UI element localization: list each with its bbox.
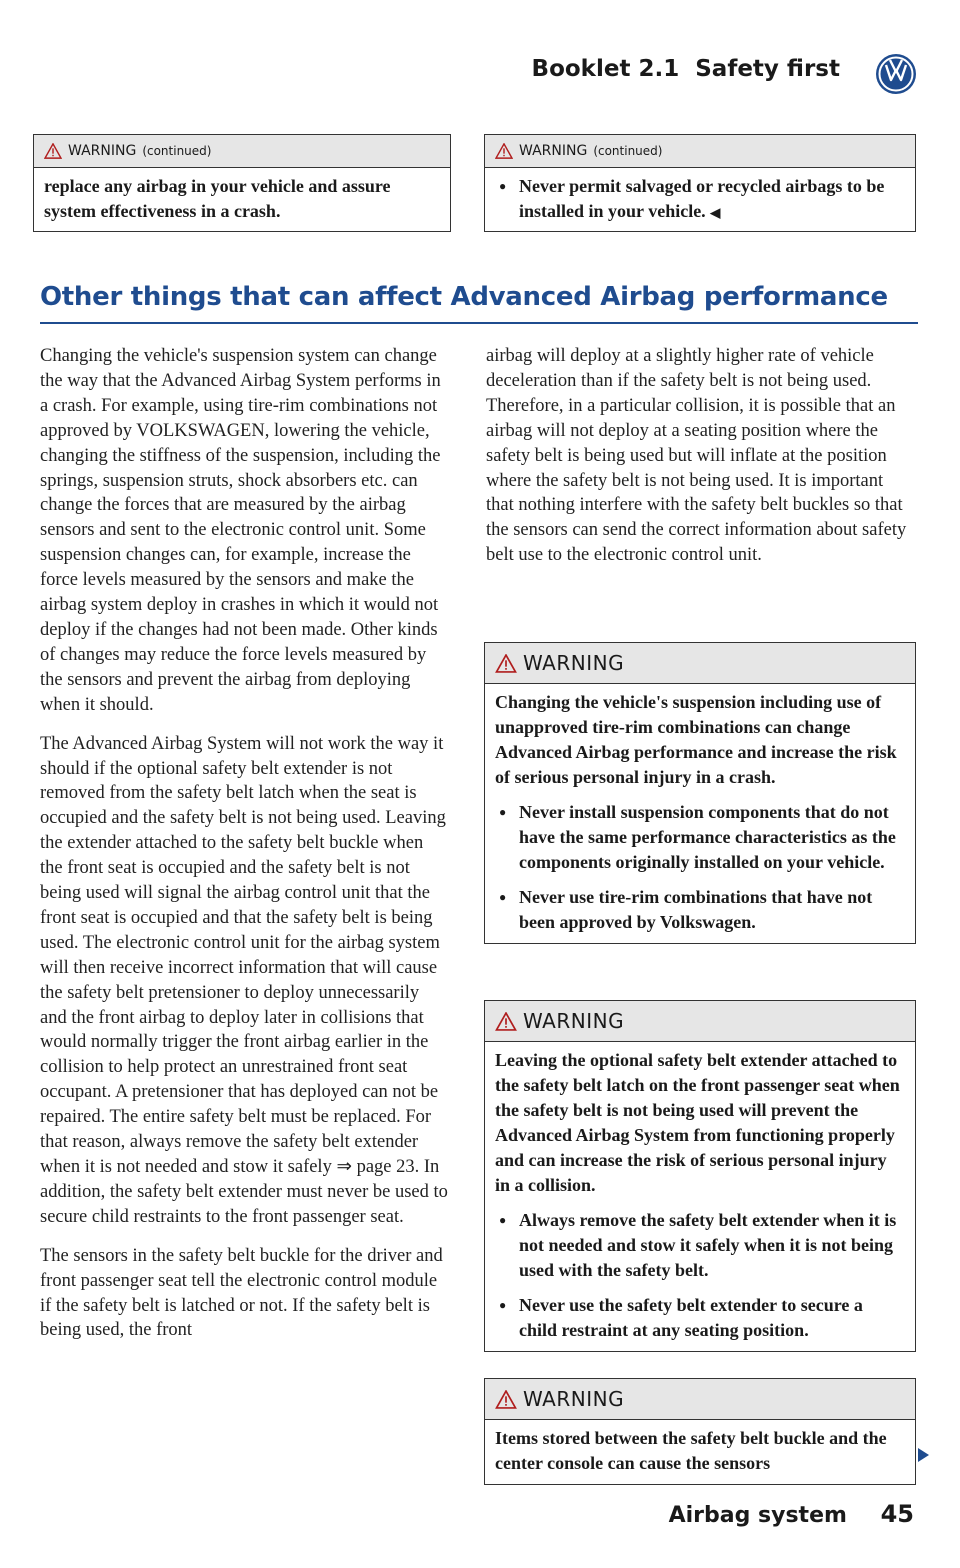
section-label: Safety first: [695, 56, 840, 82]
warning-triangle-icon: [44, 143, 62, 159]
warning-bullet: ● Never install suspension components that do not have the same performance characteristics as the components originally installed on your vehicle.: [495, 800, 905, 875]
warning-header: [34, 135, 450, 168]
section-title: Other things that can affect Advanced Airbag performance: [40, 282, 918, 324]
warning-header: [485, 1379, 915, 1420]
warning-triangle-icon: [495, 143, 513, 159]
warning-triangle-icon: [495, 654, 517, 673]
warning-header: [485, 643, 915, 684]
warning-body: [485, 684, 915, 943]
paragraph-suspension: Changing the vehicle's suspension system can change the way that the Advanced Airbag System performs in a crash. For example, using tire-rim combinations not approved by VOLKSWAGEN, lowering the vehicle, changing the stiffness of the suspension, including the springs, suspension struts, shock absorbers etc. can change the forces that are measured by the airbag sensors and sent to the electronic control unit. Some suspension changes can, for example, increase the force levels measured by the sensors and make the airbag system deploy in crashes in which it would not deploy if the changes had not been made. Other kinds of changes may reduce the force levels measured by the sensors and prevent the airbag from deploying when it should.: [40, 346, 441, 715]
right-column: [486, 344, 914, 582]
warning-bullet: ● Never use the safety belt extender to secure a child restraint at any seating position.: [495, 1293, 905, 1343]
continued-arrow-icon: [918, 1448, 929, 1462]
warning-continued: (continued): [593, 144, 663, 158]
warning-intro: Changing the vehicle's suspension including use of unapproved tire-rim combinations can change Advanced Airbag performance and increase the risk of serious personal injury in a crash.: [495, 692, 897, 787]
paragraph-deceleration: airbag will deploy at a slightly higher rate of vehicle deceleration than if the safety belt is not being used. Therefore, in a particular collision, it is possible that an airbag will not deploy at a seating position where the safety belt is being used but will inflate at the position where the safety belt is not being used. It is important that nothing interfere with the safety belt buckles so that the sensors can send the correct information about safety belt use to the electronic control unit.: [486, 346, 907, 566]
left-column: [40, 344, 450, 1357]
warning-title: WARNING: [519, 143, 588, 159]
running-header: [524, 56, 840, 82]
warning-text: replace any airbag in your vehicle and assure system effectiveness in a crash.: [44, 176, 391, 221]
warning-intro: Leaving the optional safety belt extender attached to the safety belt latch on the front passenger seat when the safety belt is not being used will prevent the Advanced Airbag System from functioning properly and can increase the risk of serious personal injury in a collision.: [495, 1050, 900, 1195]
warning-box-extender: [484, 1000, 916, 1352]
warning-bullet: ● Never permit salvaged or recycled airbags to be installed in your vehicle. ◀: [495, 174, 905, 225]
warning-body: [485, 1042, 915, 1351]
warning-box-items-stored: [484, 1378, 916, 1485]
warning-header: [485, 135, 915, 168]
warning-bullet: ● Always remove the safety belt extender when it is not needed and stow it safely when it is not being used with the safety belt.: [495, 1208, 905, 1283]
booklet-label: Booklet 2.1: [531, 56, 680, 82]
warning-body: [485, 168, 915, 233]
warning-header: [485, 1001, 915, 1042]
page-footer: [669, 1500, 914, 1528]
warning-box-continued-left: [33, 134, 451, 232]
chapter-name: Airbag system: [668, 1503, 847, 1528]
vw-logo-icon: [874, 52, 918, 96]
warning-body: [34, 168, 450, 232]
warning-title: WARNING: [523, 1009, 625, 1033]
paragraph-sensors: The sensors in the safety belt buckle for the driver and front passenger seat tell the electronic control module if the safety belt is latched or not. If the safety belt is being used, the front: [40, 1245, 443, 1341]
warning-triangle-icon: [495, 1390, 517, 1409]
warning-title: WARNING: [523, 651, 625, 675]
warning-title: WARNING: [68, 143, 137, 159]
warning-intro: Items stored between the safety belt buckle and the center console can cause the sensors: [495, 1428, 887, 1473]
warning-title: WARNING: [523, 1387, 625, 1411]
paragraph-extender: The Advanced Airbag System will not work the way it should if the optional safety belt extender is not removed from the safety belt latch when the seat is occupied and the safety belt is not being used. Leaving the extender attached to the safety belt buckle when the front seat is occupied and the safety belt is not being used will signal the airbag control unit that the front seat is occupied and that the safety belt is being used. The electronic control unit for the airbag system will then receive incorrect information that will cause the safety belt pretensioner to deploy unnecessarily and the front airbag to deploy later in collisions that would normally trigger the front airbag earlier in the collision to help protect an unrestrained front seat occupant. A pretensioner that has deployed can not be repaired. The entire safety belt must be replaced. For that reason, always remove the safety belt extender when it is not needed and stow it safely ⇒ page 23. In addition, the safety belt extender must never be used to secure child restraints to the front passenger seat.: [40, 733, 448, 1227]
end-of-section-marker: ◀: [710, 205, 721, 220]
warning-box-suspension: [484, 642, 916, 944]
warning-continued: (continued): [142, 144, 212, 158]
warning-triangle-icon: [495, 1012, 517, 1031]
warning-bullet: ● Never use tire-rim combinations that have not been approved by Volkswagen.: [495, 885, 905, 935]
warning-box-continued-right: [484, 134, 916, 232]
warning-body: [485, 1420, 915, 1484]
page-number: 45: [880, 1500, 914, 1528]
